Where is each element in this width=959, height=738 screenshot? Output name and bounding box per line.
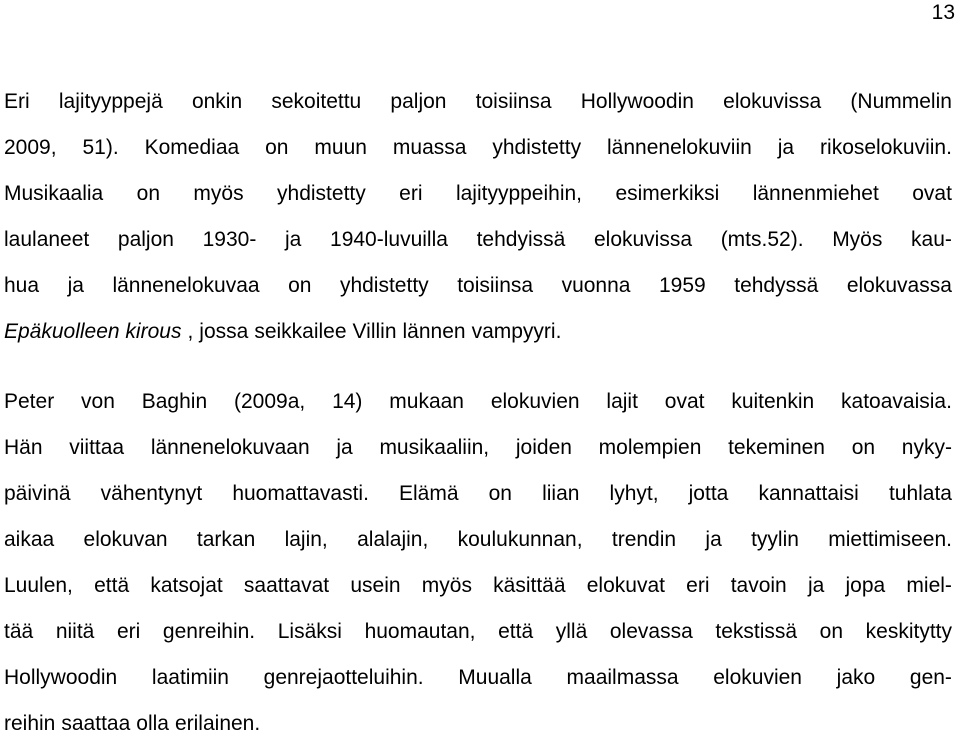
word: lyhyt, [609,482,659,505]
word: elokuvat [586,574,665,597]
word: katsojat [150,574,223,597]
word: lännenelokuvaan [150,436,310,459]
film-title-word: Epäkuolleen kirous , [4,320,194,343]
word: Myös [832,228,883,251]
word: genrejaotteluihin. [263,666,424,689]
word: huomautan, [364,620,476,643]
text-line [4,480,952,508]
word: gen- [909,666,952,689]
word: (mts.52). [720,228,804,251]
word: ja [285,228,302,251]
word: toisiinsa [457,274,534,297]
word: (Nummelin [850,90,952,113]
word: Hollywoodin [580,90,694,113]
word: on [488,482,512,505]
word: 1930- [202,228,257,251]
word: ja [705,528,722,551]
text-line [4,226,952,254]
word: Komediaa [144,136,240,159]
word: miel- [906,574,952,597]
word: 1959 [659,274,706,297]
word: jotta [688,482,729,505]
word: yllä [555,620,588,643]
word: lännenmiehet [752,182,879,205]
word: lännen [402,320,466,343]
word: genreihin. [162,620,256,643]
word: hua [4,274,40,297]
text-line [4,180,952,208]
word: tehdyssä [734,274,819,297]
word: että [498,620,534,643]
word: Hollywoodin [4,666,118,689]
word: vampyyri. [471,320,562,343]
word: saattavat [243,574,330,597]
word: Elämä [399,482,459,505]
word: musikaaliin, [379,436,490,459]
word: Hän [4,436,43,459]
word: yhdistetty [277,182,366,205]
word: käsittää [493,574,566,597]
word: jossa [199,320,249,343]
word: kau- [911,228,952,251]
text-line [4,318,952,346]
word: kuitenkin [731,390,815,413]
word: eri [399,182,423,205]
word: laulaneet [4,228,90,251]
text-line [4,710,952,738]
word: 51). [82,136,119,159]
word: Baghin [141,390,208,413]
word: paljon [390,90,447,113]
word: mukaan [389,390,464,413]
word: reihin [4,712,56,735]
word: on [288,274,312,297]
word: muun [314,136,367,159]
word: toisiinsa [475,90,552,113]
word: lajityyppeihin, [455,182,583,205]
word: Muualla [458,666,532,689]
word: kannattaisi [758,482,859,505]
word: aikaa [4,528,55,551]
word: on [851,436,876,459]
word: von [81,390,115,413]
word: elokuvien [490,390,580,413]
word: esimerkiksi [615,182,720,205]
word: ja [336,436,353,459]
word: lännenelokuvaa [112,274,260,297]
word: lajin, [284,528,328,551]
word: usein [350,574,401,597]
word: paljon [117,228,174,251]
word: jopa [845,574,886,597]
word: on [136,182,160,205]
text-line [4,526,952,554]
word: erilainen. [174,712,261,735]
word: niitä [55,620,95,643]
word: lajityyppejä [58,90,163,113]
word: nyky- [901,436,952,459]
word: rikoselokuviin. [820,136,952,159]
word: tekstissä [715,620,798,643]
word: 14) [332,390,363,413]
word: Eri [4,90,30,113]
word: ja [807,574,825,597]
word: Musikaalia [4,182,104,205]
word: ja [777,136,795,159]
text-line [4,272,952,300]
text-line [4,388,952,416]
text-line [4,664,952,692]
word: 2009, [4,136,57,159]
word: liian [542,482,580,505]
text-line [4,434,952,462]
text-line [4,88,952,116]
word: vähentynyt [100,482,203,505]
word: laatimiin [151,666,229,689]
word: elokuvien [713,666,802,689]
word: myös [193,182,244,205]
word: tyylin [751,528,799,551]
word: sekoitettu [271,90,362,113]
word: Villin [352,320,397,343]
word: myös [421,574,472,597]
word: yhdistetty [339,274,429,297]
word: eri [116,620,141,643]
word: molempien [598,436,702,459]
word: elokuvan [83,528,168,551]
word: ovat [664,390,705,413]
word: tavoin [730,574,787,597]
text-line [4,618,952,646]
word: tuhlata [888,482,952,505]
word: muassa [392,136,467,159]
word: lännenelokuviin [607,136,752,159]
word: Lisäksi [277,620,342,643]
word: yhdistetty [492,136,582,159]
word: joiden [515,436,572,459]
word: katoavaisia. [841,390,952,413]
word: Peter [4,390,55,413]
word: elokuvassa [846,274,952,297]
word: (2009a, [233,390,306,413]
word: 1940-luvuilla [330,228,448,251]
word: tekeminen [728,436,825,459]
word: huomattavasti. [232,482,369,505]
text-line [4,572,952,600]
word: ovat [912,182,952,205]
word: keskitytty [865,620,952,643]
word: ja [67,274,84,297]
word: lajit [606,390,638,413]
word: eri [686,574,710,597]
word: jako [836,666,876,689]
word: tarkan [196,528,256,551]
word: saattaa [61,712,131,735]
word: elokuvissa [723,90,822,113]
word: olevassa [609,620,693,643]
word: olla [136,712,169,735]
page-number: 13 [931,1,955,24]
word: maailmassa [566,666,679,689]
word: onkin [191,90,243,113]
word: tää [4,620,34,643]
word: trendin [611,528,677,551]
word: seikkailee [254,320,347,343]
text-line [4,134,952,162]
word: tehdyissä [476,228,566,251]
word: on [265,136,289,159]
word: päivinä [4,482,71,505]
word: viittaa [69,436,125,459]
word: Luulen, [4,574,73,597]
word: miettimiseen. [828,528,952,551]
word: elokuvissa [593,228,693,251]
word: koulukunnan, [457,528,583,551]
word: alalajin, [357,528,429,551]
word: että [94,574,130,597]
word: on [819,620,844,643]
word: vuonna [561,274,631,297]
